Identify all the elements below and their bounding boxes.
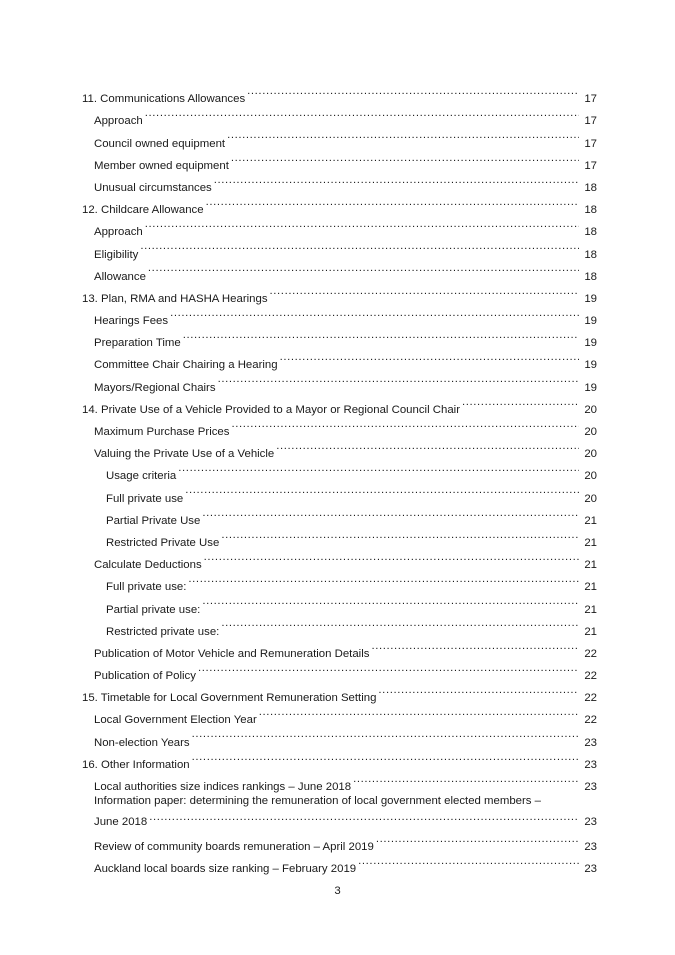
toc-entry-page: 19	[584, 315, 597, 328]
toc-entry-page: 23	[584, 781, 597, 793]
toc-entry-page: 20	[584, 492, 597, 505]
toc-entry-page: 18	[584, 226, 597, 239]
toc-dot-leader	[145, 102, 579, 124]
toc-entry-title: Partial Private Use	[106, 514, 201, 527]
toc-entry-title: Local Government Election Year	[94, 714, 257, 727]
toc-dot-leader	[192, 723, 579, 745]
toc-entry-title: Approach	[94, 226, 143, 239]
toc-entry-title: Publication of Policy	[94, 670, 196, 683]
toc-dot-leader	[259, 701, 579, 723]
toc-entry-allowance[interactable]	[82, 258, 597, 283]
toc-entry-title: 14. Private Use of a Vehicle Provided to a Mayor or Regional Council Chair	[82, 403, 460, 416]
toc-dot-leader	[206, 191, 579, 213]
toc-entry-page: 21	[584, 536, 597, 549]
toc-entry-eligibility[interactable]	[82, 235, 597, 261]
toc-entry-title: Non-election Years	[94, 736, 190, 749]
toc-entry-page: 22	[584, 670, 597, 683]
toc-entry-title: 15. Timetable for Local Government Remuneration Setting	[82, 692, 377, 705]
toc-entry-title: Council owned equipment	[94, 137, 226, 150]
toc-entry-title: Partial private use:	[106, 603, 201, 616]
toc-entry-page: 17	[584, 115, 597, 128]
toc-dot-leader	[192, 746, 579, 768]
toc-entry-title: Allowance	[94, 270, 146, 283]
toc-entry-title: Review of community boards remuneration – April 2019	[94, 841, 374, 854]
toc-dot-leader	[185, 479, 579, 501]
toc-dot-leader	[214, 169, 579, 191]
toc-entry-title-line-1: Information paper: determining the remuneration of local government elected members –	[94, 795, 542, 807]
toc-entry-title: Usage criteria	[106, 470, 177, 483]
toc-entry-information-paper[interactable]	[82, 790, 597, 828]
toc-entry-page: 23	[584, 736, 597, 749]
toc-dot-leader	[221, 613, 579, 635]
toc-entry-page: 23	[584, 758, 597, 771]
toc-dot-leader	[276, 435, 579, 457]
toc-entry-title: Full private use:	[106, 581, 187, 594]
toc-entry-page: 19	[584, 337, 597, 350]
toc-entry-page: 21	[584, 603, 597, 616]
toc-entry-page: 23	[584, 816, 597, 828]
toc-entry-council-owned-equipment[interactable]	[82, 124, 597, 150]
toc-dot-leader	[462, 391, 579, 413]
toc-entry-page: 22	[584, 647, 597, 660]
toc-entry-page: 18	[584, 204, 597, 217]
toc-entry-title: Committee Chair Chairing a Hearing	[94, 359, 278, 372]
toc-entry-approach-2[interactable]	[82, 213, 597, 239]
toc-entry-title: Restricted Private Use	[106, 536, 220, 549]
toc-entry-page: 19	[584, 292, 597, 305]
toc-entry-page: 20	[584, 426, 597, 438]
toc-entry-page: 17	[584, 93, 597, 106]
toc-entry-title: Hearings Fees	[94, 315, 169, 328]
toc-entry-page: 23	[584, 841, 597, 854]
toc-entry-title: Restricted private use:	[106, 625, 220, 638]
toc-entry-title: Maximum Purchase Prices	[94, 426, 230, 438]
toc-entry-page: 21	[584, 559, 597, 572]
toc-entry-title: Calculate Deductions	[94, 559, 202, 572]
toc-entry-page: 22	[584, 714, 597, 727]
toc-entry-page: 18	[584, 181, 597, 194]
toc-entry-title: Full private use	[106, 492, 184, 505]
toc-entry-page: 21	[584, 514, 597, 527]
toc-entry-title: 12. Childcare Allowance	[82, 204, 204, 217]
toc-entry-page: 19	[584, 381, 597, 394]
toc-dot-leader	[221, 524, 579, 546]
toc-entry-communications-allowances[interactable]	[82, 80, 597, 106]
toc-entry-continuation	[94, 810, 597, 826]
toc-entry-title: Local authorities size indices rankings – June 2018	[94, 781, 352, 793]
toc-entry-title-line-2: June 2018	[94, 816, 148, 828]
toc-dot-leader	[378, 679, 579, 701]
toc-dot-leader	[218, 368, 579, 390]
toc-dot-leader	[170, 302, 579, 324]
toc-dot-leader	[270, 280, 579, 302]
toc-entry-title: Publication of Motor Vehicle and Remuneration Details	[94, 647, 370, 660]
toc-entry-title: Approach	[94, 115, 143, 128]
toc-dot-leader	[149, 810, 579, 826]
toc-dot-leader	[183, 324, 579, 346]
toc-entry-page: 17	[584, 159, 597, 172]
toc-dot-leader	[376, 828, 579, 850]
toc-dot-leader	[280, 346, 579, 368]
toc-entry-page: 21	[584, 581, 597, 594]
toc-entry-page: 18	[584, 248, 597, 261]
toc-dot-leader	[204, 546, 579, 568]
toc-dot-leader	[188, 568, 579, 590]
toc-entry-title: Member owned equipment	[94, 159, 229, 172]
toc-dot-leader	[231, 147, 579, 169]
toc-dot-leader	[140, 235, 579, 257]
toc-dot-leader	[145, 213, 579, 235]
toc-entry-title: Auckland local boards size ranking – February 2019	[94, 863, 357, 876]
toc-dot-leader	[371, 635, 579, 657]
toc-entry-title: 13. Plan, RMA and HASHA Hearings	[82, 292, 268, 305]
toc-entry-page: 20	[584, 448, 597, 461]
toc-dot-leader	[231, 413, 579, 435]
toc-dot-leader	[148, 258, 579, 280]
toc-dot-leader	[227, 124, 579, 146]
toc-entry-page: 18	[584, 270, 597, 283]
toc-entry-page: 23	[584, 863, 597, 876]
toc-entry-page: 19	[584, 359, 597, 372]
toc-entry-title: Valuing the Private Use of a Vehicle	[94, 448, 275, 461]
toc-dot-leader	[358, 850, 579, 872]
toc-dot-leader	[202, 590, 579, 612]
toc-entry-page: 21	[584, 625, 597, 638]
table-of-contents	[82, 80, 597, 876]
toc-dot-leader	[247, 80, 579, 102]
toc-entry-page: 20	[584, 403, 597, 416]
toc-entry-title: Eligibility	[94, 248, 139, 261]
toc-dot-leader	[202, 502, 579, 524]
toc-entry-title: 16. Other Information	[82, 758, 190, 771]
toc-entry-title: 11. Communications Allowances	[82, 93, 246, 106]
toc-dot-leader	[178, 457, 579, 479]
toc-dot-leader	[353, 768, 579, 790]
toc-entry-plan-rma-hasha-hearings[interactable]	[82, 280, 597, 305]
toc-entry-community-boards-review[interactable]	[82, 828, 597, 854]
toc-entry-page: 17	[584, 137, 597, 150]
toc-entry-page: 22	[584, 692, 597, 705]
toc-entry-title: Mayors/Regional Chairs	[94, 381, 216, 394]
page-number: 3	[334, 885, 341, 897]
toc-entry-title: Unusual circumstances	[94, 181, 212, 194]
toc-dot-leader	[198, 657, 579, 679]
toc-entry-title: Preparation Time	[94, 337, 181, 350]
toc-entry-approach[interactable]	[82, 102, 597, 128]
toc-entry-page: 20	[584, 470, 597, 483]
